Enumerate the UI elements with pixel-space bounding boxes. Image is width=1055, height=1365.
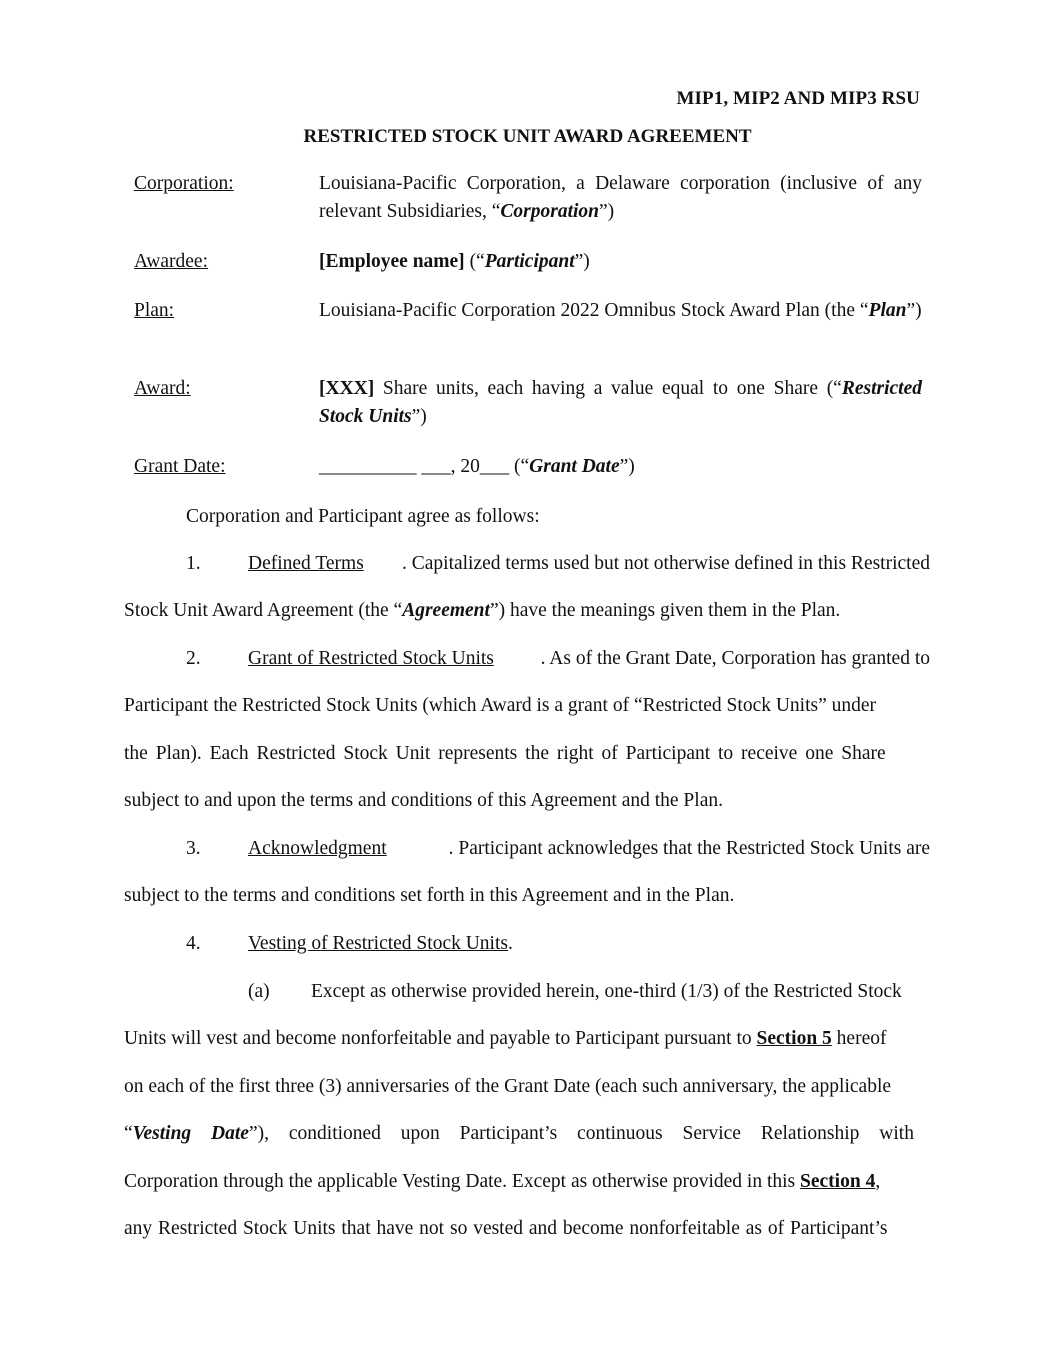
term-text: (“ (464, 251, 485, 272)
section-text: . As of the Grant Date, Corporation has granted to (540, 648, 930, 669)
section-4a-line-3: on each of the first three (3) anniversaries of the Grant Date (each such anniversary, the applicable (124, 1076, 892, 1097)
section-1-line-2 (124, 597, 930, 625)
term-text: Share units, each having a value equal to one Share (“ (374, 378, 842, 399)
defined-term: Plan (868, 300, 907, 321)
section-text: hereof (831, 1028, 887, 1049)
defined-term: Agreement (402, 600, 490, 621)
section-text: . (507, 933, 513, 954)
term-value (319, 453, 922, 481)
section-number: 3. (186, 838, 201, 859)
section-2-line-1 (186, 645, 930, 673)
section-text: , (875, 1171, 881, 1192)
document-title: RESTRICTED STOCK UNIT AWARD AGREEMENT (303, 126, 752, 147)
term-label: Award: (134, 378, 191, 399)
section-heading: Grant of Restricted Stock Units (248, 648, 494, 669)
section-2-line-2: Participant the Restricted Stock Units (which Award is a grant of “Restricted Stock Units” under (124, 695, 877, 716)
section-4a-line-2 (124, 1025, 930, 1053)
section-text: Units will vest and become nonforfeitable and payable to Participant pursuant to (124, 1028, 757, 1049)
term-text: ”) (411, 406, 427, 427)
section-1-line-1 (186, 550, 930, 578)
section-text: Except as otherwise provided herein, one-third (1/3) of the Restricted Stock (311, 981, 902, 1002)
section-number: 1. (186, 553, 201, 574)
section-reference: Section 4 (800, 1171, 876, 1192)
term-text: ”) (599, 201, 615, 222)
section-heading: Vesting of Restricted Stock Units (248, 933, 508, 954)
defined-term: Corporation (500, 201, 600, 222)
term-label: Corporation: (134, 173, 234, 194)
defined-term: Vesting Date (132, 1123, 249, 1144)
term-value (319, 248, 922, 276)
term-value (319, 297, 922, 325)
term-label: Plan: (134, 300, 175, 321)
section-text: ”), conditioned upon Participant’s continuous Service Relationship with (248, 1123, 914, 1144)
term-value (319, 170, 922, 226)
employee-name-placeholder: [Employee name] (319, 251, 465, 272)
term-text: ”) (574, 251, 590, 272)
section-text: . Participant acknowledges that the Restricted Stock Units are (448, 838, 930, 859)
section-3-line-2: subject to the terms and conditions set forth in this Agreement and in the Plan. (124, 885, 735, 906)
section-4a-line-6: any Restricted Stock Units that have not so vested and become nonforfeitable as of Participant’s (124, 1218, 888, 1239)
section-heading: Acknowledgment (248, 838, 387, 859)
intro-paragraph: Corporation and Participant agree as follows: (186, 506, 540, 527)
term-corporation (134, 170, 922, 226)
term-text: ”) (906, 300, 922, 321)
term-award (134, 375, 922, 431)
term-text: Louisiana-Pacific Corporation, a Delaware corporation (inclusive of any relevant Subsidiaries, “ (319, 173, 922, 222)
section-2-line-3: the Plan). Each Restricted Stock Unit represents the right of Participant to receive one Share (124, 743, 886, 764)
term-text: __________ ___, 20___ (“ (319, 456, 530, 477)
section-text: Stock Unit Award Agreement (the “ (124, 600, 403, 621)
section-reference: Section 5 (756, 1028, 832, 1049)
document-code: MIP1, MIP2 AND MIP3 RSU (676, 88, 920, 109)
defined-term: Grant Date (529, 456, 620, 477)
term-grant-date (134, 453, 922, 481)
section-4-heading-line (186, 930, 930, 958)
term-plan (134, 297, 922, 325)
section-4a-line-4 (124, 1120, 930, 1148)
section-text: Corporation through the applicable Vesting Date. Except as otherwise provided in this (124, 1171, 801, 1192)
term-text: ”) (619, 456, 635, 477)
term-awardee (134, 248, 922, 276)
section-text: . Capitalized terms used but not otherwise defined in this Restricted (401, 553, 930, 574)
section-3-line-1 (186, 835, 930, 863)
subsection-number: (a) (248, 981, 270, 1002)
section-4a-line-5 (124, 1168, 930, 1196)
term-value (319, 375, 922, 431)
section-number: 4. (186, 933, 201, 954)
defined-term: Restricted Stock Units (319, 378, 922, 427)
section-text: ”) have the meanings given them in the Plan. (489, 600, 841, 621)
section-number: 2. (186, 648, 201, 669)
term-label: Grant Date: (134, 456, 226, 477)
section-2-line-4: subject to and upon the terms and conditions of this Agreement and the Plan. (124, 790, 723, 811)
units-placeholder: [XXX] (319, 378, 375, 399)
term-label: Awardee: (134, 251, 209, 272)
defined-term: Participant (484, 251, 575, 272)
section-text: “ (124, 1123, 133, 1144)
term-text: Louisiana-Pacific Corporation 2022 Omnibus Stock Award Plan (the “ (319, 300, 869, 321)
section-heading: Defined Terms (248, 553, 364, 574)
section-4a-line-1 (248, 978, 930, 1006)
